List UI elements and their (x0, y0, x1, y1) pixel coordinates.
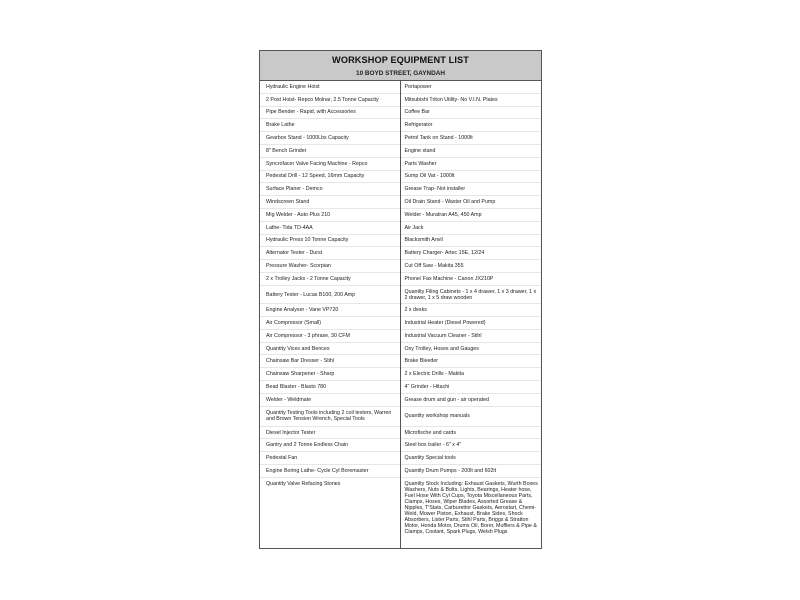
list-item: Hydraulic Press 10 Tonne Capacity (260, 235, 400, 248)
equipment-list-document (259, 50, 542, 549)
list-item: 4" Grinder - Hitachi (401, 381, 542, 394)
list-item: Industrial Vacuum Cleaner - Stihl (401, 330, 542, 343)
list-item: 2 x Trolley Jacks - 2 Tonne Capacity (260, 273, 400, 286)
list-item: Air Jack (401, 222, 542, 235)
equipment-table (260, 81, 541, 548)
list-item: Coffee Bar (401, 107, 542, 120)
list-item: Engine Boring Lathe- Cycle Cyl Boremaster (260, 465, 400, 478)
list-item: Pipe Bender - Rapid, with Accessories (260, 107, 400, 120)
list-item: Lathe- Tida TD-4AA (260, 222, 400, 235)
list-item: Engine stand (401, 145, 542, 158)
list-item: Oxy Trolley, Hoses and Gauges (401, 343, 542, 356)
list-item: Mitsubishi Triton Utility- No V.I.N. Plates (401, 94, 542, 107)
list-item: Blacksmith Anvil (401, 235, 542, 248)
left-column (260, 81, 401, 548)
list-item: Quantity Filing Cabinets - 1 x 4 drawer, 1 x 3 drawer, 1 x 2 drawer, 1 x 5 draw wooden (401, 286, 542, 305)
list-item: Chainsaw Sharpener - Sharp (260, 368, 400, 381)
document-subtitle: 10 BOYD STREET, GAYNDAH (356, 70, 445, 77)
list-item: Microfische and cards (401, 427, 542, 440)
list-item: Alternator Tester - Durst (260, 247, 400, 260)
list-item: Quantity Drum Pumps - 200lt and 602lt (401, 465, 542, 478)
list-item: Refrigerator (401, 119, 542, 132)
list-item: Quantity Vices and Bences (260, 343, 400, 356)
list-item: Gantry and 2 Tonne Endless Chain (260, 439, 400, 452)
list-item: 8" Bench Grinder (260, 145, 400, 158)
list-item: Air Compressor - 3 phrase, 30 CFM (260, 330, 400, 343)
list-item: Welder - Muratran A45, 450 Amp (401, 209, 542, 222)
list-item: Grease Trap- Not installer (401, 183, 542, 196)
list-item: Parts Washer (401, 158, 542, 171)
list-item: Battery Tester - Lucas B100, 200 Amp (260, 286, 400, 305)
list-item: Engine Analyser - Vane VP720 (260, 304, 400, 317)
list-item: 2 x desks (401, 304, 542, 317)
list-item: 2 x Electric Drills - Makita (401, 368, 542, 381)
list-item: 2 Post Hoist- Repco Molnar, 2.5 Tonne Capacity (260, 94, 400, 107)
list-item: Quantity workshop manuals (401, 407, 542, 427)
list-item: Air Compressor (Small) (260, 317, 400, 330)
list-item: Brake Bleeder (401, 355, 542, 368)
list-item: Pedestal Fan (260, 452, 400, 465)
list-item: Welder - Weldmate (260, 394, 400, 407)
list-item: Quantity Special tools (401, 452, 542, 465)
list-item: Sump Oil Vat - 1000lt (401, 171, 542, 184)
list-item: Quantity Stock Including: Exhaust Gaskets, Wurth Boxes Washers, Nuts & Bolts, Lights, Bearings, Heater hose, Fuel Hose With Cyl Cups, Toyota Miscellaneous Parts, Clamps, Hoses, Wiper Blades, Assorted Grease & Nipples, T'Stats, Carburettor Gaskets, Aerostart, Chemi-Weld, Mower Piston, Exhaust, Brake Sides, Shock Absorbers, Lister Parts, Stihl Parts, Briggs & Stratton Motor, Honda Motor, Drums Oil, Borer, Mufflers & Pipe & Clamps, Coolant, Spark Plugs, Welsh Plugs (404, 480, 538, 535)
list-item: Quantity Testing Tools including 2 coil testers, Warren and Brown Tension Wrench, Special Tools (260, 407, 400, 427)
list-item: Brake Lathe (260, 119, 400, 132)
list-item: Mig Welder - Auto Plus 210 (260, 209, 400, 222)
list-item: Windscreen Stand (260, 196, 400, 209)
list-item: Chainsaw Bar Dresser - Stihl (260, 355, 400, 368)
list-item: Quantity Valve Refacing Stones (266, 480, 341, 487)
list-item: Steel box trailer - 6" x 4" (401, 439, 542, 452)
list-item: Hydraulic Engine Hoist (260, 81, 400, 94)
list-item: Surface Planer - Demco (260, 183, 400, 196)
document-title: WORKSHOP EQUIPMENT LIST (332, 55, 469, 65)
list-item: Petrol Tank on Stand - 1000lt (401, 132, 542, 145)
list-item: Industrial Heater (Diesel Powered) (401, 317, 542, 330)
list-item: Bead Blaster - Blasto 780 (260, 381, 400, 394)
right-column (401, 81, 542, 548)
list-item: Oil Drain Stand - Waster Oil and Pump (401, 196, 542, 209)
list-item: Portapower (401, 81, 542, 94)
list-item: Phone/ Fax Machine - Canon JX210P (401, 273, 542, 286)
list-item: Battery Charger- Artec 15E, 12/24 (401, 247, 542, 260)
document-header (260, 51, 541, 81)
list-item: Pressure Washer- Scorpian (260, 260, 400, 273)
list-item: Pedestal Drill - 12 Speed, 16mm Capacity (260, 171, 400, 184)
list-item: Diesel Injector Tester (260, 427, 400, 440)
list-item: Syncrofacer Valve Facing Machine - Repco (260, 158, 400, 171)
list-item: Gearbox Stand - 1000Lbs Capacity (260, 132, 400, 145)
list-item: Grease drum and gun - air operated (401, 394, 542, 407)
list-item: Cut Off Saw - Makita 355 (401, 260, 542, 273)
